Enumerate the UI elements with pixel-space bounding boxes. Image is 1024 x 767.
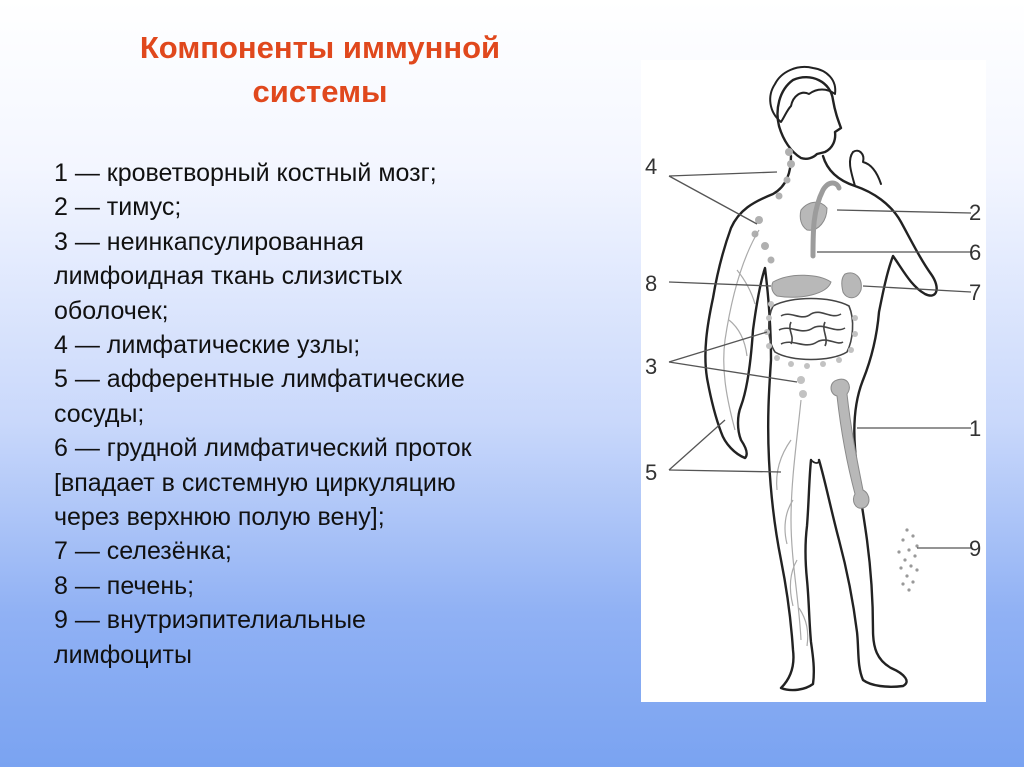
legend-line: сосуды; xyxy=(54,399,145,428)
label-6: 6 xyxy=(969,240,982,265)
hair xyxy=(770,67,835,122)
label-3: 3 xyxy=(645,354,658,379)
intraepithelial-lymphocyte-dots xyxy=(897,528,918,591)
raised-hand xyxy=(850,151,881,186)
legend-line: 8 — печень; xyxy=(54,571,195,600)
legend-line: 3 — неинкапсулированная xyxy=(54,227,364,256)
label-8: 8 xyxy=(645,271,658,296)
legend-line: 4 — лимфатические узлы; xyxy=(54,331,361,360)
lymph-nodes xyxy=(752,148,796,264)
legend-line: 9 — внутриэпителиальные xyxy=(54,606,366,635)
legend-line: лимфоциты xyxy=(54,640,192,669)
label-5: 5 xyxy=(645,460,658,485)
legend-line: [впадает в системную циркуляцию xyxy=(54,468,456,497)
intestines xyxy=(769,299,853,360)
legend-line: лимфоидная ткань слизистых xyxy=(54,262,403,291)
body-right-contour xyxy=(819,156,937,687)
label-7: 7 xyxy=(969,280,982,305)
slide-title-line-1: Компоненты иммунной xyxy=(139,30,501,65)
legend-line: 7 — селезёнка; xyxy=(54,537,232,566)
label-4: 4 xyxy=(645,154,658,179)
head-outline xyxy=(778,77,841,159)
legend-line: 6 — грудной лимфатический проток xyxy=(54,434,472,463)
label-2: 2 xyxy=(969,200,982,225)
label-1: 1 xyxy=(969,416,982,441)
anatomy-figure-panel xyxy=(641,60,986,702)
legend-line: 5 — афферентные лимфатические xyxy=(54,365,465,394)
legend-line: 2 — тимус; xyxy=(54,193,182,222)
legend-line: 1 — кроветворный костный мозг; xyxy=(54,159,437,187)
slide-title xyxy=(60,26,580,114)
slide-title-line-2: системы xyxy=(252,74,388,109)
legend-line: оболочек; xyxy=(54,296,169,325)
spleen xyxy=(842,273,862,298)
label-9: 9 xyxy=(969,536,982,561)
groin-line xyxy=(811,460,819,463)
legend-line: через верхнюю полую вену]; xyxy=(54,503,385,532)
body-diagram xyxy=(641,60,986,702)
body-outline xyxy=(705,67,936,690)
thoracic-duct xyxy=(813,183,839,256)
liver xyxy=(772,275,831,297)
legend-list xyxy=(54,156,634,672)
femur-bone-marrow xyxy=(831,379,869,508)
